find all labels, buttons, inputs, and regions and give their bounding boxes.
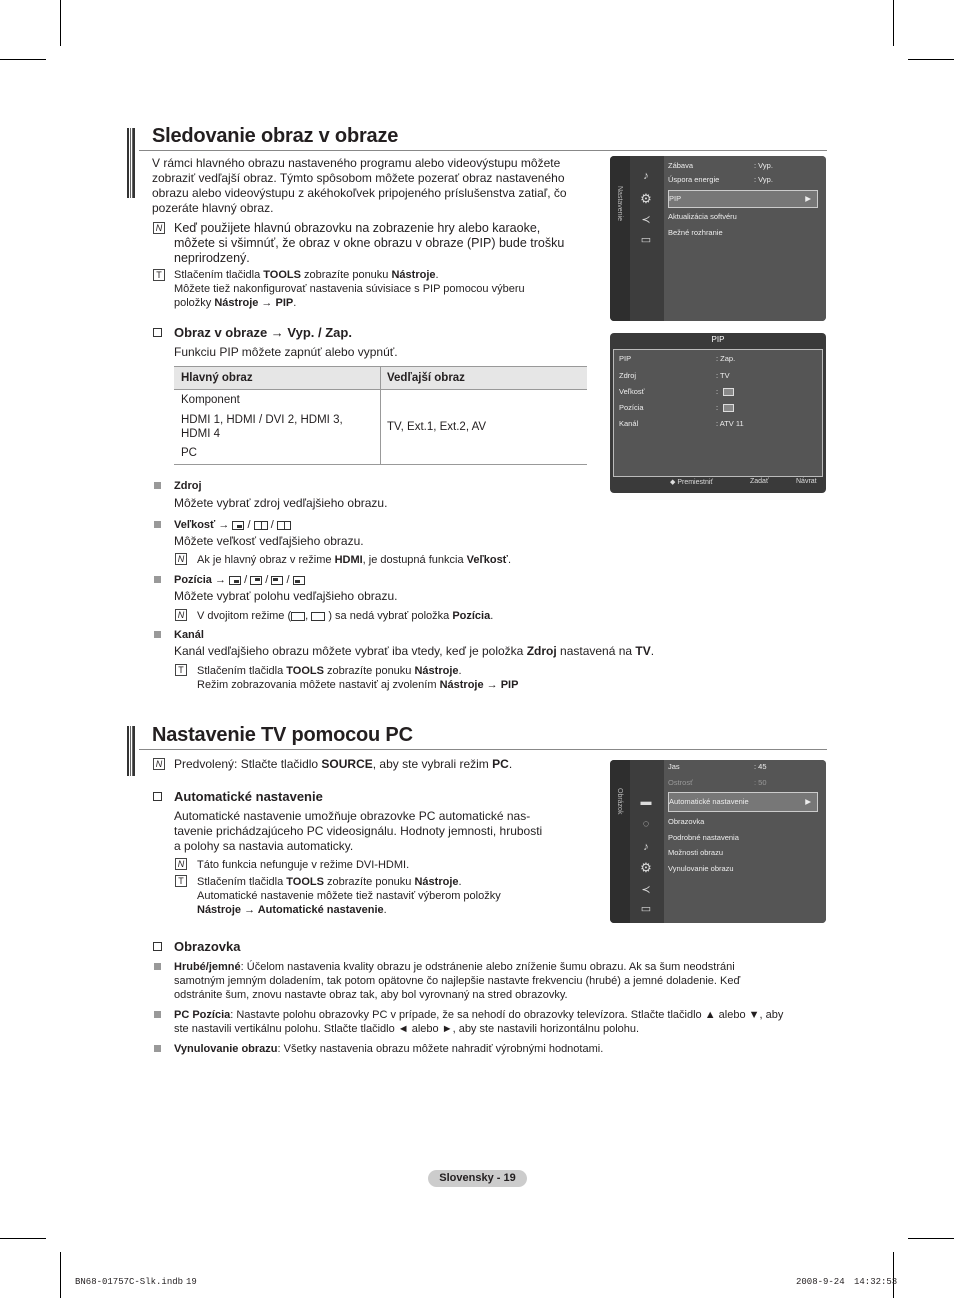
menu-row xyxy=(668,776,818,790)
note-icon: N xyxy=(153,758,165,770)
double-mode-icon xyxy=(291,612,305,621)
bullet-text xyxy=(174,1042,829,1056)
bullet-text xyxy=(174,1008,829,1036)
bullet-label: Hrubé/jemné xyxy=(174,961,241,973)
section-rule xyxy=(139,749,827,750)
pip-menu-screenshot xyxy=(610,333,826,493)
menu-row xyxy=(668,862,818,876)
item-text: Môžete veľkosť vedľajšieho obrazu. xyxy=(174,534,364,548)
tools-path: Nástroje → PIP xyxy=(214,297,294,309)
pip-source-table xyxy=(174,366,587,465)
note-line: môžete si všimnúť, že obraz v okne obrazu v obraze (PIP) bude trošku xyxy=(174,236,565,250)
menu-row-label: Automatické nastavenie xyxy=(669,797,749,806)
tools-text xyxy=(174,268,525,310)
menu-row xyxy=(619,385,817,399)
bullet-line: : Účelom nastavenia kvality obrazu je odstránenie alebo zníženie šumu obrazu. Ak sa šum neodstráni xyxy=(240,961,735,973)
bullet-line: : Nastavte polohu obrazovky PC v prípade, že sa nehodí do obrazovky televízora. Stlačte tlačidlo ▲ alebo ▼, aby xyxy=(230,1009,784,1021)
menu-row xyxy=(619,352,817,366)
bullet-icon xyxy=(154,482,161,489)
tools-text-part: . xyxy=(458,665,462,677)
intro-line: zobraziť vedľajší obraz. Týmto spôsobom môžete pozerať obraz nastaveného xyxy=(152,171,565,185)
auto-line: a polohy sa nastavia automaticky. xyxy=(174,839,354,853)
text-bold: Zdroj xyxy=(526,644,557,658)
bullet-icon xyxy=(154,521,161,528)
picture-menu-screenshot xyxy=(610,760,826,923)
menu-row-selected xyxy=(668,190,818,208)
menu-row-label: Zábava xyxy=(668,161,694,170)
tools-text-part: Stlačením tlačidla xyxy=(197,665,287,677)
item-label: Kanál xyxy=(174,629,204,641)
note-part: V dvojitom režime ( xyxy=(197,610,292,622)
menu-row xyxy=(668,173,818,187)
note-icon: N xyxy=(175,553,187,565)
text-part: Predvolený: Stlačte tlačidlo xyxy=(174,757,322,771)
pip-menu-title: PIP xyxy=(711,335,725,344)
text-bold: PC xyxy=(492,757,509,771)
position-bottom-right-icon xyxy=(229,576,241,585)
crop-mark xyxy=(60,1252,61,1298)
note-line: Keď použijete hlavnú obrazovku na zobrazenie hry alebo karaoke, xyxy=(174,221,541,235)
bullet-icon xyxy=(154,1011,161,1018)
subsection-title: Obraz v obraze → Vyp. / Zap. xyxy=(174,325,352,340)
text-bold: TV xyxy=(635,644,651,658)
note-part: . xyxy=(490,610,494,622)
tools-text-part: položky xyxy=(174,297,215,309)
crop-mark xyxy=(893,1252,894,1298)
menu-row xyxy=(668,226,818,240)
menu-icon-column xyxy=(630,760,664,923)
tools-key: TOOLS xyxy=(286,665,324,677)
menu-row-arrow: ▶ xyxy=(805,797,811,806)
channel-icon: ♪ xyxy=(643,841,649,853)
tools-path: Nástroje → Automatické nastavenie xyxy=(197,904,384,916)
auto-line: tavenie prichádzajúceho PC videosignálu. Hodnoty jemnosti, hrubosti xyxy=(174,824,543,838)
separator: / xyxy=(286,574,290,586)
note-icon: N xyxy=(175,858,187,870)
print-file-name: BN68-01757C-Slk.indb xyxy=(75,1277,184,1287)
text-part: Kanál vedľajšieho obrazu môžete vybrať iba vtedy, keď je položka xyxy=(174,644,527,658)
bullet-icon xyxy=(154,631,161,638)
table-cell: Komponent xyxy=(181,394,240,406)
item-text xyxy=(174,644,654,659)
support-icon: ▭ xyxy=(640,903,652,915)
menu-row-label: Pozícia xyxy=(619,403,644,412)
input-icon: ≺ xyxy=(641,884,651,896)
pip-menu-panel xyxy=(613,349,823,477)
separator: / xyxy=(270,519,274,531)
tools-text-part: zobrazíte ponuku xyxy=(323,876,415,888)
item-label: Pozícia xyxy=(174,574,212,586)
auto-line: Automatické nastavenie umožňuje obrazovke PC automatické nas- xyxy=(174,809,531,823)
tools-text-part: . xyxy=(383,904,387,916)
menu-row-label: Ostrosť xyxy=(668,778,693,787)
tools-path: Nástroje → PIP xyxy=(439,679,519,691)
tools-text-part: . xyxy=(293,297,297,309)
tools-key: TOOLS xyxy=(286,876,324,888)
table-cell: TV, Ext.1, Ext.2, AV xyxy=(387,421,487,433)
menu-row-selected xyxy=(668,792,818,812)
auto-note: Táto funkcia nefunguje v režime DVI-HDMI. xyxy=(197,859,410,871)
section-title-bar xyxy=(127,128,135,198)
size-double-wide-icon xyxy=(277,521,291,530)
note-icon: N xyxy=(153,222,165,234)
menu-row xyxy=(668,159,818,173)
bullet-label: PC Pozícia xyxy=(174,1009,231,1021)
tools-text-part: . xyxy=(458,876,462,888)
intro-paragraph xyxy=(152,156,572,216)
note-text xyxy=(174,221,564,266)
sound-icon: ◌ xyxy=(642,818,650,830)
crop-mark xyxy=(908,59,954,60)
item-label: Zdroj xyxy=(174,480,202,492)
subsection-checkbox-icon xyxy=(153,942,162,951)
menu-row-value: : TV xyxy=(716,371,730,380)
section-title: Sledovanie obraz v obraze xyxy=(152,125,399,147)
menu-row-label: Bežné rozhranie xyxy=(668,228,723,237)
menu-row-label: Úspora energie xyxy=(668,175,720,184)
footer-move-hint: ◆ Premiestniť xyxy=(670,479,714,486)
item-tools xyxy=(197,664,518,692)
item-note xyxy=(197,553,511,567)
menu-row-value: : xyxy=(716,403,719,412)
crop-mark xyxy=(0,59,46,60)
menu-row xyxy=(668,210,818,224)
sound-icon: ♪ xyxy=(643,170,649,182)
subsection-checkbox-icon xyxy=(153,792,162,801)
menu-row-label: Jas xyxy=(668,762,680,771)
crop-mark xyxy=(908,1238,954,1239)
menu-row-value: : 45 xyxy=(754,762,767,771)
menu-row xyxy=(668,760,818,774)
crop-mark xyxy=(893,0,894,46)
tools-icon: T xyxy=(153,269,165,281)
tools-menu: Nástroje xyxy=(391,269,436,281)
arrow: → xyxy=(214,574,226,586)
menu-row xyxy=(619,417,817,431)
note-part: . xyxy=(507,554,512,566)
table-header-cell: Hlavný obraz xyxy=(181,372,253,384)
bullet-line: ste nastavili vertikálnu polohu. Stlačte tlačidlo ◄ alebo ►, aby ste nastavili horizontálnu polohu. xyxy=(174,1023,640,1035)
subsection-checkbox-icon xyxy=(153,328,162,337)
print-time: 14:32:53 xyxy=(854,1277,898,1287)
section-title: Nastavenie TV pomocou PC xyxy=(152,724,413,746)
bullet-icon xyxy=(154,576,161,583)
print-file-page: 19 xyxy=(186,1277,197,1287)
position-icon xyxy=(723,404,734,412)
text-bold: SOURCE xyxy=(321,757,373,771)
menu-side-tab xyxy=(610,156,630,321)
separator: / xyxy=(247,519,251,531)
gear-icon: ⚙ xyxy=(640,191,652,206)
tools-text-part: Režim zobrazovania môžete nastaviť aj zvolením xyxy=(197,679,440,691)
menu-panel xyxy=(664,156,826,321)
note-line: neprirodzený. xyxy=(174,251,250,265)
menu-row-label: Vynulovanie obrazu xyxy=(668,864,734,873)
menu-row-label: Podrobné nastavenia xyxy=(668,833,739,842)
note-bold: HDMI xyxy=(334,554,363,566)
size-small-icon xyxy=(232,521,244,530)
menu-row-label: Veľkosť xyxy=(619,387,645,396)
menu-row-label: PIP xyxy=(619,354,632,363)
tools-text-part: Stlačením tlačidla xyxy=(174,269,264,281)
print-date: 2008-9-24 xyxy=(796,1277,845,1287)
bullet-label: Vynulovanie obrazu xyxy=(174,1043,278,1055)
text-part: . xyxy=(650,644,655,658)
menu-row xyxy=(619,369,817,383)
bullet-line: : Všetky nastavenia obrazu môžete nahradiť výrobnými hodnotami. xyxy=(277,1043,604,1055)
separator: / xyxy=(265,574,269,586)
position-top-left-icon xyxy=(271,576,283,585)
bullet-line: odstránite šum, znovu nastavte obraz tak, aby bol vyrovnaný na stred obrazovky. xyxy=(174,989,568,1001)
tools-icon: T xyxy=(175,875,187,887)
menu-row-label: Obrazovka xyxy=(668,817,705,826)
gear-icon: ⚙ xyxy=(640,860,652,875)
item-text: Môžete vybrať zdroj vedľajšieho obrazu. xyxy=(174,496,388,510)
menu-row-value: : Vyp. xyxy=(754,161,773,170)
menu-row xyxy=(668,831,818,845)
setup-menu-screenshot xyxy=(610,156,826,321)
channel-icon: ≺ xyxy=(641,214,651,226)
table-cell: HDMI 1, HDMI / DVI 2, HDMI 3, xyxy=(181,414,343,426)
bullet-text xyxy=(174,960,829,1002)
note-icon: N xyxy=(175,609,187,621)
subsection-title: Automatické nastavenie xyxy=(174,789,323,804)
menu-row-label: Možnosti obrazu xyxy=(668,848,724,857)
preset-text xyxy=(174,757,512,772)
position-top-right-icon xyxy=(250,576,262,585)
tools-line: Automatické nastavenie môžete tiež nastaviť výberom položky xyxy=(197,890,501,902)
item-label: Veľkosť xyxy=(174,519,216,531)
double-mode-wide-icon xyxy=(311,612,325,621)
menu-row-value: : Zap. xyxy=(716,354,736,363)
subsection-title: Obrazovka xyxy=(174,939,241,954)
crop-mark xyxy=(60,0,61,46)
position-bottom-left-icon xyxy=(293,576,305,585)
table-divider xyxy=(380,367,381,465)
size-double-icon xyxy=(254,521,268,530)
tools-text-part: Stlačením tlačidla xyxy=(197,876,287,888)
table-cell: PC xyxy=(181,447,197,459)
item-text: Môžete vybrať polohu vedľajšieho obrazu. xyxy=(174,589,398,603)
menu-row xyxy=(668,815,818,829)
size-icon xyxy=(723,388,734,396)
item-label-row xyxy=(174,518,291,532)
tools-icon: T xyxy=(175,664,187,676)
note-part: ) sa nedá vybrať položka xyxy=(328,610,453,622)
crop-mark xyxy=(0,1238,46,1239)
menu-row-label: Kanál xyxy=(619,419,639,428)
note-bold: Pozícia xyxy=(452,610,491,622)
menu-side-label: Obrázok xyxy=(616,788,623,815)
menu-row-value: : xyxy=(716,387,719,396)
note-bold: Veľkosť xyxy=(466,554,508,566)
menu-row-arrow: ▶ xyxy=(805,194,811,203)
menu-row-value: : Vyp. xyxy=(754,175,773,184)
subsection-text: Funkciu PIP môžete zapnúť alebo vypnúť. xyxy=(174,345,398,359)
bullet-icon xyxy=(154,1045,161,1052)
menu-row xyxy=(619,401,817,415)
tools-key: TOOLS xyxy=(263,269,301,281)
bullet-line: samotným jemným doladením, tak potom opätovne čo najlepšie nastavte frekvenciu (hrubé) a jemné doladenie. Keď xyxy=(174,975,741,987)
footer-enter-hint: Zadať xyxy=(750,478,769,485)
auto-tools xyxy=(197,875,501,917)
tools-text-part: zobrazíte ponuku xyxy=(300,269,392,281)
table-cell: HDMI 4 xyxy=(181,428,220,440)
menu-row-value: : ATV 11 xyxy=(716,419,744,428)
menu-panel xyxy=(664,760,826,923)
menu-row xyxy=(668,846,818,860)
auto-paragraph xyxy=(174,809,542,854)
bullet-icon xyxy=(154,963,161,970)
footer-return-hint: Návrat xyxy=(796,478,817,485)
note-part: Ak je hlavný obraz v režime xyxy=(197,554,335,566)
menu-row-value: : 50 xyxy=(754,778,767,787)
table-header-cell: Vedľajší obraz xyxy=(387,372,465,384)
item-label-row xyxy=(174,573,305,587)
menu-icon-column xyxy=(630,156,664,321)
tools-text-part: . xyxy=(435,269,439,281)
tools-menu: Nástroje xyxy=(414,665,459,677)
menu-side-tab xyxy=(610,760,630,923)
text-part: . xyxy=(508,757,513,771)
menu-row-label: Aktualizácia softvéru xyxy=(668,212,737,221)
intro-line: pozeráte hlavný obraz. xyxy=(152,201,274,215)
tools-line: Môžete tiež nakonfigurovať nastavenia súvisiace s PIP pomocou výberu xyxy=(174,283,525,295)
intro-line: V rámci hlavného obrazu nastaveného programu alebo videovýstupu môžete xyxy=(152,156,561,170)
page-number-badge: Slovensky - 19 xyxy=(428,1170,527,1187)
tools-text-part: zobrazíte ponuku xyxy=(323,665,415,677)
text-part: nastavená na xyxy=(556,644,636,658)
picture-icon: ▬ xyxy=(640,796,652,808)
section-rule xyxy=(139,150,827,151)
arrow: → xyxy=(218,519,230,531)
tools-menu: Nástroje xyxy=(414,876,459,888)
item-note: V dvojitom režime ( , ) sa nedá vybrať položka Pozícia. xyxy=(197,610,494,622)
intro-line: obrazu alebo videovýstupu z akéhokoľvek pripojeného príslušenstva zatiaľ, čo xyxy=(152,186,567,200)
menu-row-label: PIP xyxy=(669,194,682,203)
separator: / xyxy=(244,574,248,586)
note-part: , je dostupná funkcia xyxy=(362,554,467,566)
text-part: , aby ste vybrali režim xyxy=(372,757,493,771)
section-title-bar xyxy=(127,726,135,776)
input-icon: ▭ xyxy=(640,234,652,246)
menu-side-label: Nastavenie xyxy=(616,186,623,222)
menu-row-label: Zdroj xyxy=(619,371,637,380)
